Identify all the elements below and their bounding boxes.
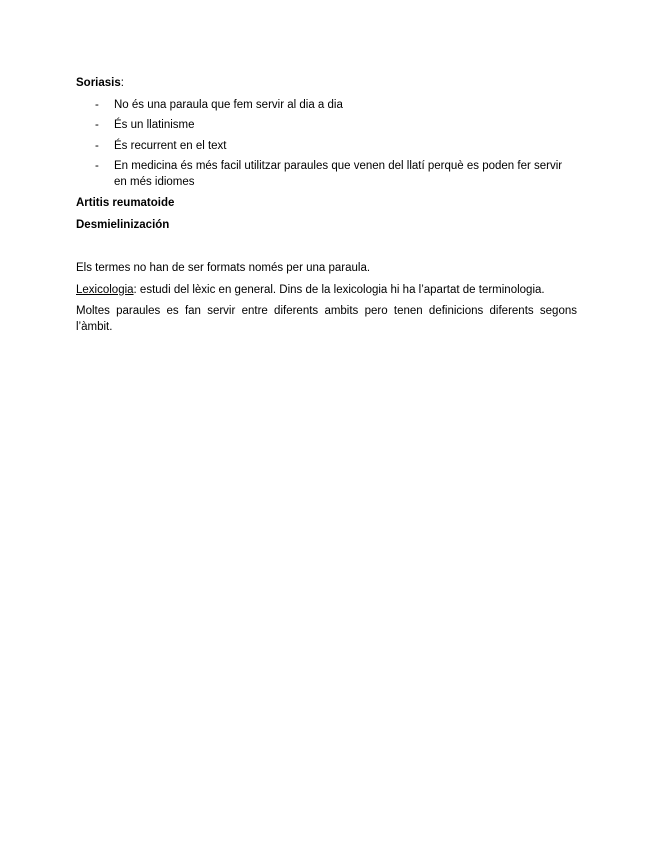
artitis-heading: Artitis reumatoide <box>76 197 175 209</box>
soriasis-colon: : <box>120 77 124 89</box>
list-item-text: És recurrent en el text <box>114 139 227 152</box>
lexicologia-paragraph <box>76 283 577 299</box>
soriasis-heading <box>76 76 577 92</box>
list-item <box>76 98 577 114</box>
bullet-dash: - <box>95 160 99 172</box>
list-item-text: És un llatinisme <box>114 119 195 131</box>
list-item <box>76 159 577 190</box>
list-item-text: En medicina és més facil utilitzar paraules que venen del llatí perquè es poden fer servir en més idiomes <box>114 160 563 188</box>
soriasis-title: Soriasis <box>76 77 121 89</box>
terms-paragraph: Els termes no han de ser formats només per una paraula. <box>76 262 371 274</box>
desmielinizacion-heading: Desmielinización <box>76 218 170 231</box>
list-item <box>76 118 577 134</box>
bullet-dash: - <box>95 119 99 131</box>
list-item-text: No és una paraula que fem servir al dia a dia <box>114 98 343 111</box>
document-page <box>76 76 577 341</box>
bullet-dash: - <box>95 139 99 152</box>
blank-line <box>76 239 577 261</box>
ambits-paragraph: Moltes paraules es fan servir entre diferents ambits pero tenen definicions diferents segons l’àmbit. <box>76 305 577 333</box>
lexicologia-term: Lexicologia <box>76 283 134 296</box>
list-item <box>76 139 577 155</box>
soriasis-bullet-list <box>76 98 577 191</box>
bullet-dash: - <box>95 98 99 111</box>
lexicologia-definition: : estudi del lèxic en general. Dins de la lexicologia hi ha l’apartat de terminologia. <box>133 283 545 296</box>
